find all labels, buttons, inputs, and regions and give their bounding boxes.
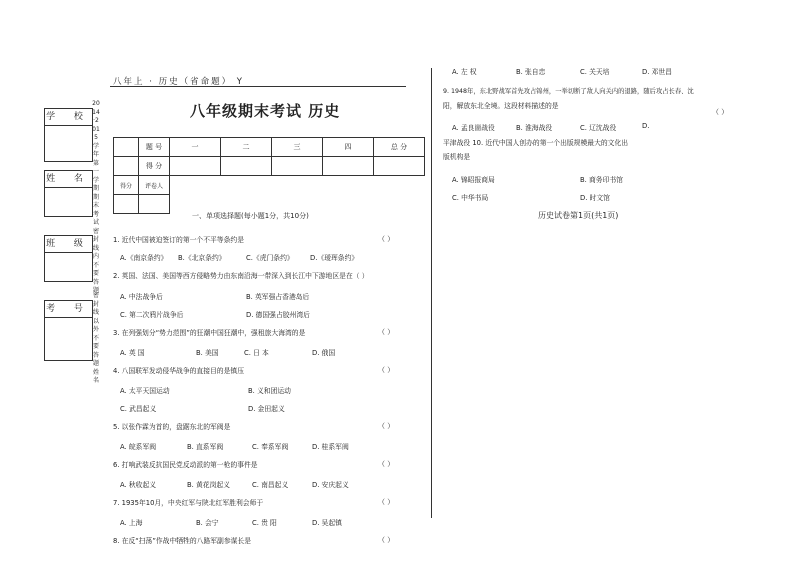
- option[interactable]: B. 直系军阀: [187, 443, 224, 451]
- option[interactable]: C. 中华书局: [452, 194, 489, 202]
- question-stem: 5. 以张作霖为首的，盘踞东北的军阀是: [113, 423, 231, 431]
- grader-label: 评卷人: [139, 176, 170, 195]
- question-stem: 阳，解放东北全境。这段材料描述的是: [443, 102, 559, 110]
- option[interactable]: C. 辽沈战役: [580, 124, 617, 132]
- option[interactable]: D. 俄国: [312, 349, 336, 357]
- question-stem: 7. 1935年10月，中央红军与陕北红军胜利会师于: [113, 499, 264, 507]
- page-divider: [431, 68, 432, 518]
- option[interactable]: D. 桂系军阀: [312, 443, 349, 451]
- option[interactable]: A. 孟良崮战役: [452, 124, 495, 132]
- grader-score-label: 得分: [114, 176, 139, 195]
- id-label: 考 号: [45, 301, 92, 318]
- option[interactable]: B. 商务印书馆: [580, 176, 623, 184]
- score-row-label: 得 分: [139, 157, 170, 176]
- option[interactable]: B. 义和团运动: [248, 387, 291, 395]
- header-rule: [110, 86, 406, 87]
- question-stem: 1. 近代中国被迫签订的第一个不平等条约是: [113, 236, 244, 244]
- option[interactable]: B. 张自忠: [516, 68, 546, 76]
- section-title: 一、单项选择题(每小题1分，共10分): [192, 212, 309, 220]
- score-header-label: 题 号: [139, 138, 170, 157]
- option[interactable]: B. 淮海战役: [516, 124, 553, 132]
- exam-title: 八年级期末考试 历史: [190, 102, 341, 120]
- question-stem: 4. 八国联军发动侵华战争的直接目的是镇压: [113, 367, 244, 375]
- option[interactable]: A.《南京条约》: [120, 254, 168, 262]
- option[interactable]: D. 安庆起义: [312, 481, 349, 489]
- question-stem: 6. 打响武装反抗国民党反动派的第一枪的事件是: [113, 461, 258, 469]
- score-header-1: 一: [170, 138, 221, 157]
- score-cell[interactable]: [221, 157, 272, 176]
- school-box: [44, 108, 93, 162]
- option[interactable]: D. 吴起镇: [312, 519, 342, 527]
- answer-paren[interactable]: （ ）: [378, 460, 395, 468]
- question-stem: 9. 1948年，东北野战军首先攻占锦州，一举切断了敌人向关内的退路，随后攻占长春、沈: [443, 88, 694, 95]
- class-box: [44, 235, 93, 282]
- score-header-4: 四: [323, 138, 374, 157]
- option[interactable]: C. 南昌起义: [252, 481, 289, 489]
- answer-paren[interactable]: （ ）: [378, 328, 395, 336]
- option[interactable]: C. 贵 阳: [252, 519, 277, 527]
- grader-score-cell[interactable]: [114, 195, 139, 214]
- score-cell[interactable]: [272, 157, 323, 176]
- option[interactable]: A. 秋收起义: [120, 481, 157, 489]
- answer-paren[interactable]: （ ）: [712, 108, 729, 116]
- option[interactable]: D. 金田起义: [248, 405, 285, 413]
- score-cell[interactable]: [170, 157, 221, 176]
- name-field[interactable]: [45, 188, 92, 216]
- score-header-3: 三: [272, 138, 323, 157]
- option[interactable]: D. 邓世昌: [642, 68, 672, 76]
- score-table: [113, 137, 425, 214]
- id-box: [44, 300, 93, 361]
- score-header-total: 总 分: [374, 138, 425, 157]
- option[interactable]: C. 奉系军阀: [252, 443, 289, 451]
- option[interactable]: D. 时文馆: [580, 194, 610, 202]
- answer-paren[interactable]: （ ）: [378, 536, 395, 544]
- option[interactable]: C. 第二次鸦片战争后: [120, 311, 184, 319]
- seal-line-text-bottom: 密封线以外不要答题姓名: [92, 292, 99, 384]
- option[interactable]: C.《虎门条约》: [246, 254, 294, 262]
- option[interactable]: A. 太平天国运动: [120, 387, 170, 395]
- option[interactable]: A. 上海: [120, 519, 143, 527]
- question-stem: 平津战役 10. 近代中国人创办的第一个出版规模最大的文化出: [443, 139, 629, 147]
- answer-paren[interactable]: （ ）: [378, 498, 395, 506]
- score-header-2: 二: [221, 138, 272, 157]
- answer-paren[interactable]: （ ）: [378, 422, 395, 430]
- name-label: 姓 名: [45, 171, 92, 188]
- exam-header: 八年上 · 历史（省命题） Y: [113, 77, 245, 87]
- option[interactable]: B. 英军强占香港岛后: [246, 293, 310, 301]
- school-field[interactable]: [45, 126, 92, 161]
- option[interactable]: A. 左 权: [452, 68, 477, 76]
- class-label: 班 级: [45, 236, 92, 253]
- option[interactable]: A. 英 国: [120, 349, 145, 357]
- option[interactable]: D.: [642, 122, 650, 130]
- option[interactable]: C. 日 本: [244, 349, 269, 357]
- question-stem: 8. 在反“扫荡”作战中牺牲的八路军副参谋长是: [113, 537, 252, 545]
- grader-cell[interactable]: [139, 195, 170, 214]
- option[interactable]: D. 德国强占胶州湾后: [246, 311, 310, 319]
- score-cell[interactable]: [323, 157, 374, 176]
- question-stem: 3. 在列强划分“势力范围”的狂潮中国狂潮中，强租旅大海湾的是: [113, 329, 306, 337]
- option[interactable]: C. 关天培: [580, 68, 610, 76]
- option[interactable]: B. 会宁: [196, 519, 219, 527]
- option[interactable]: A. 锦昭报商局: [452, 176, 495, 184]
- option[interactable]: B. 美国: [196, 349, 219, 357]
- question-stem: 版机构是: [443, 153, 471, 161]
- id-field[interactable]: [45, 318, 92, 360]
- option[interactable]: B. 黄花岗起义: [187, 481, 230, 489]
- page-footer: 历史试卷第1页(共1页): [538, 211, 619, 220]
- option[interactable]: B.《北京条约》: [178, 254, 226, 262]
- answer-paren[interactable]: （ ）: [378, 235, 395, 243]
- score-cell[interactable]: [374, 157, 425, 176]
- class-field[interactable]: [45, 253, 92, 281]
- option[interactable]: A. 皖系军阀: [120, 443, 157, 451]
- option[interactable]: C. 武昌起义: [120, 405, 157, 413]
- name-box: [44, 170, 93, 217]
- question-stem: 2. 英国、法国、美国等西方侵略势力由东南沿海一带深入到长江中下游地区是在（ ）: [113, 272, 369, 280]
- seal-line-text-top: 2014·2015学年第一学期期末考试密封线内不要答题: [92, 100, 100, 294]
- school-label: 学 校: [45, 109, 92, 126]
- option[interactable]: A. 中法战争后: [120, 293, 163, 301]
- option[interactable]: D.《瑷珲条约》: [310, 254, 359, 262]
- answer-paren[interactable]: （ ）: [378, 366, 395, 374]
